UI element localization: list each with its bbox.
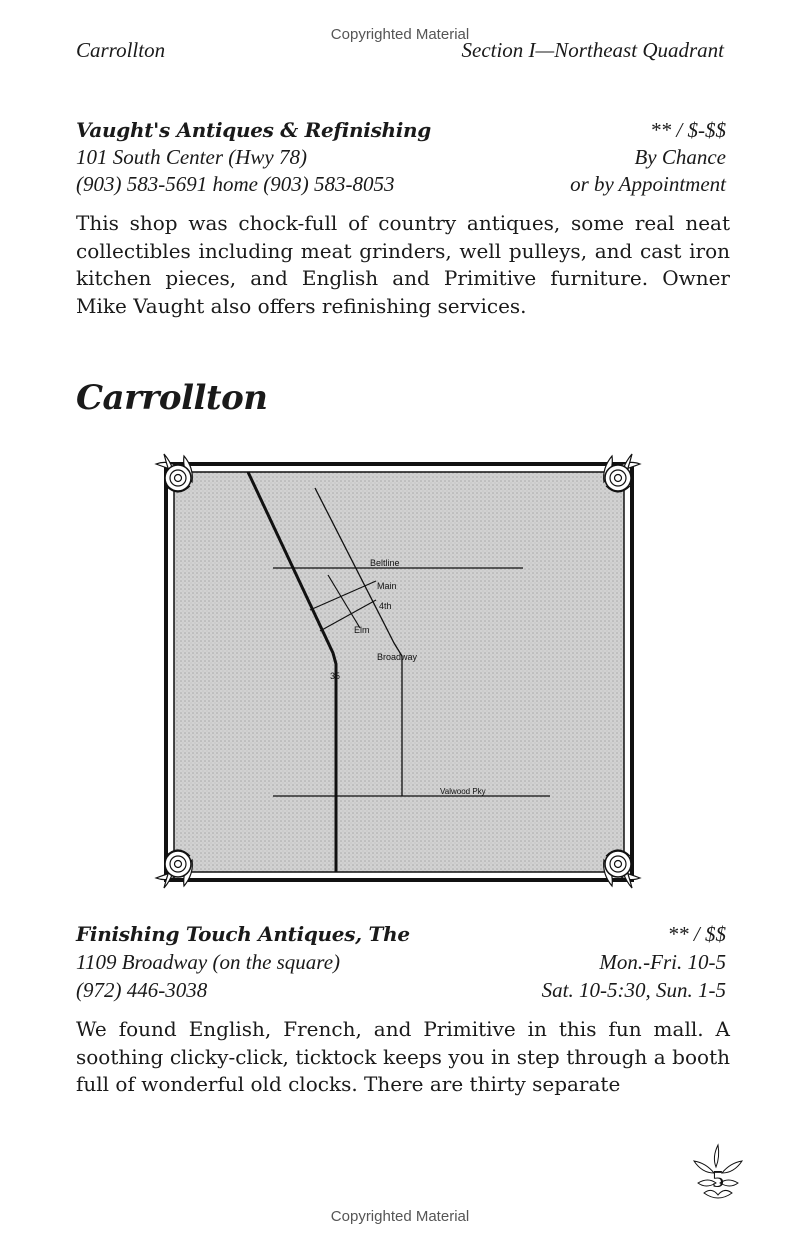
copyright-watermark-bottom: Copyrighted Material (330, 1208, 470, 1225)
entry-hours: By Chance (634, 145, 726, 169)
valwood-label: Valwood Pky (440, 787, 486, 796)
copyright-watermark-top: Copyrighted Material (330, 26, 470, 43)
running-header-right: Section I—Northeast Quadrant (461, 38, 724, 62)
highway-label: 35 (330, 671, 341, 681)
fourth-label: 4th (379, 601, 392, 611)
page-number: 5 (712, 1167, 724, 1193)
entry-hours-extra: or by Appointment (570, 172, 726, 196)
entry-rating: ** / $$ (667, 922, 726, 946)
entry-phone: (903) 583-5691 home (903) 583-8053 (76, 172, 395, 196)
entry-phone: (972) 446-3038 (76, 978, 208, 1002)
rose-ornament-icon (604, 454, 640, 492)
entry-hours: Mon.-Fri. 10-5 (599, 950, 726, 974)
entry-rating: ** / $-$$ (650, 118, 726, 142)
city-heading: Carrollton (76, 378, 268, 418)
entry-name: Vaught's Antiques & Refinishing (76, 118, 431, 142)
city-map (148, 448, 648, 896)
entry-name: Finishing Touch Antiques, The (76, 922, 410, 946)
entry-address: 101 South Center (Hwy 78) (76, 145, 307, 169)
rose-ornament-icon (156, 850, 192, 888)
entry-hours-extra: Sat. 10-5:30, Sun. 1-5 (541, 978, 726, 1002)
elm-label: Elm (354, 625, 370, 635)
rose-ornament-icon (156, 454, 192, 492)
entry-description: We found English, French, and Primitive in this fun mall. A soothing clicky-click, ticktock keeps you in step through a booth full of wonderful old clocks. There are thirty separate (76, 1017, 730, 1096)
broadway-label: Broadway (377, 652, 418, 662)
page-number-ornament (690, 1143, 746, 1201)
entry-address: 1109 Broadway (on the square) (76, 950, 341, 974)
beltline-label: Beltline (370, 558, 400, 568)
entry-description: This shop was chock-full of country antiques, some real neat collectibles including meat grinders, well pulleys, and cast iron kitchen pieces, and English and Primitive furniture. Owner Mike Vaught also offers refinishing services. (76, 211, 730, 318)
running-header-left: Carrollton (76, 38, 166, 62)
rose-ornament-icon (604, 850, 640, 888)
main-label: Main (377, 581, 397, 591)
